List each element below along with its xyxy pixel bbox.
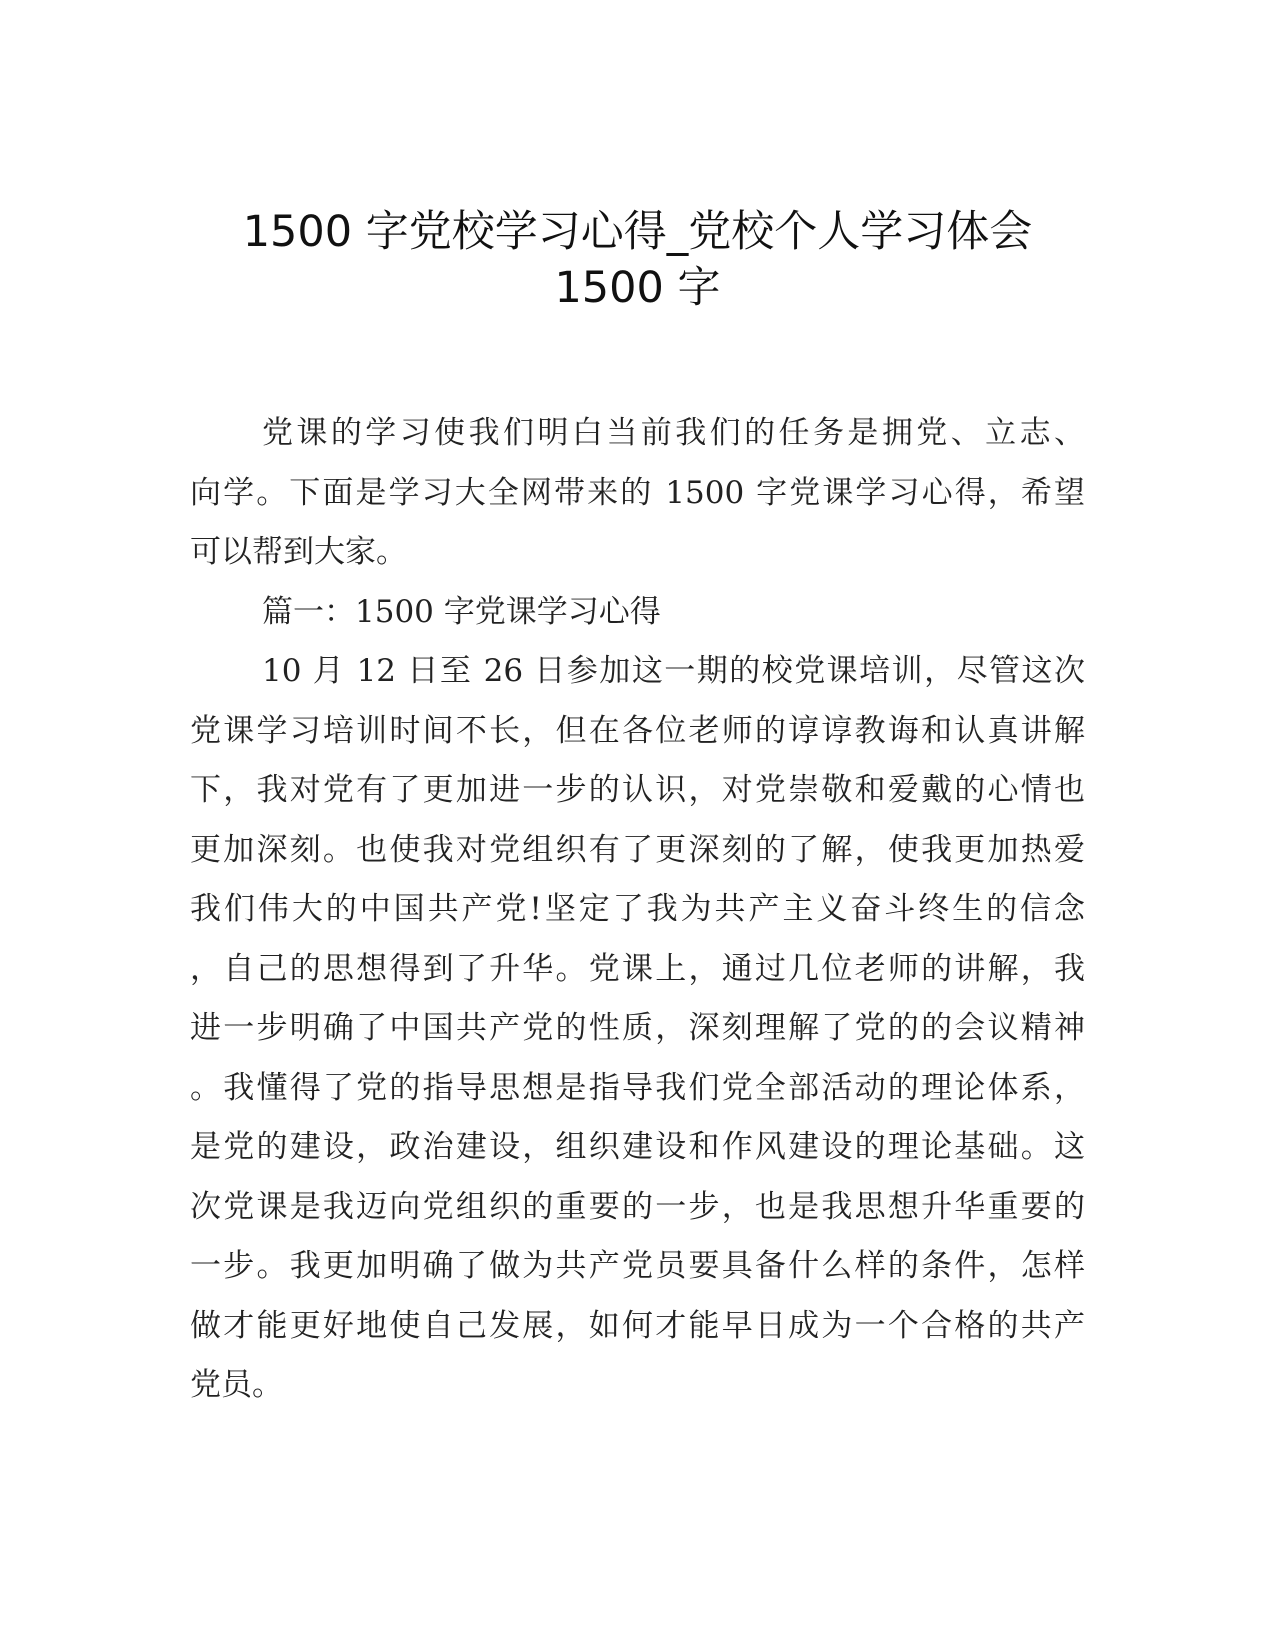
section-heading: 篇一：1500 字党课学习心得 — [262, 593, 661, 630]
article-paragraph — [190, 642, 1085, 1416]
document-body — [190, 404, 1085, 1416]
title-line-2: 1500 字 — [554, 263, 721, 313]
intro-line: 党课的学习使我们明白当前我们的任务是拥党、立志、 — [262, 415, 1085, 451]
article-line: 一步。我更加明确了做为共产党员要具备什么样的条件，怎样 — [190, 1248, 1085, 1284]
article-line: 10 月 12 日至 26 日参加这一期的校党课培训，尽管这次 — [262, 653, 1085, 689]
intro-line: 向学。下面是学习大全网带来的 1500 字党课学习心得，希望 — [190, 474, 1085, 511]
article-line: 。我懂得了党的指导思想是指导我们党全部活动的理论体系， — [190, 1069, 1085, 1106]
title-line-1: 1500 字党校学习心得_党校个人学习体会 — [242, 207, 1033, 257]
intro-paragraph — [190, 404, 1085, 583]
document-title — [190, 204, 1085, 316]
article-line: 党课学习培训时间不长，但在各位老师的谆谆教诲和认真讲解 — [190, 712, 1085, 749]
intro-line: 可以帮到大家。 — [190, 534, 407, 570]
article-line: 次党课是我迈向党组织的重要的一步，也是我思想升华重要的 — [190, 1188, 1085, 1225]
article-line: 做才能更好地使自己发展，如何才能早日成为一个合格的共产 — [190, 1307, 1085, 1344]
article-line: ，自己的思想得到了升华。党课上，通过几位老师的讲解，我 — [190, 950, 1085, 987]
article-line: 是党的建设，政治建设，组织建设和作风建设的理论基础。这 — [190, 1129, 1085, 1165]
article-line: 我们伟大的中国共产党!坚定了我为共产主义奋斗终生的信念 — [190, 891, 1085, 927]
article-line: 进一步明确了中国共产党的性质，深刻理解了党的的会议精神 — [190, 1010, 1085, 1046]
article-line: 党员。 — [190, 1367, 283, 1403]
article-line: 下，我对党有了更加进一步的认识，对党崇敬和爱戴的心情也 — [190, 772, 1085, 808]
article-line: 更加深刻。也使我对党组织有了更深刻的了解，使我更加热爱 — [190, 831, 1085, 868]
